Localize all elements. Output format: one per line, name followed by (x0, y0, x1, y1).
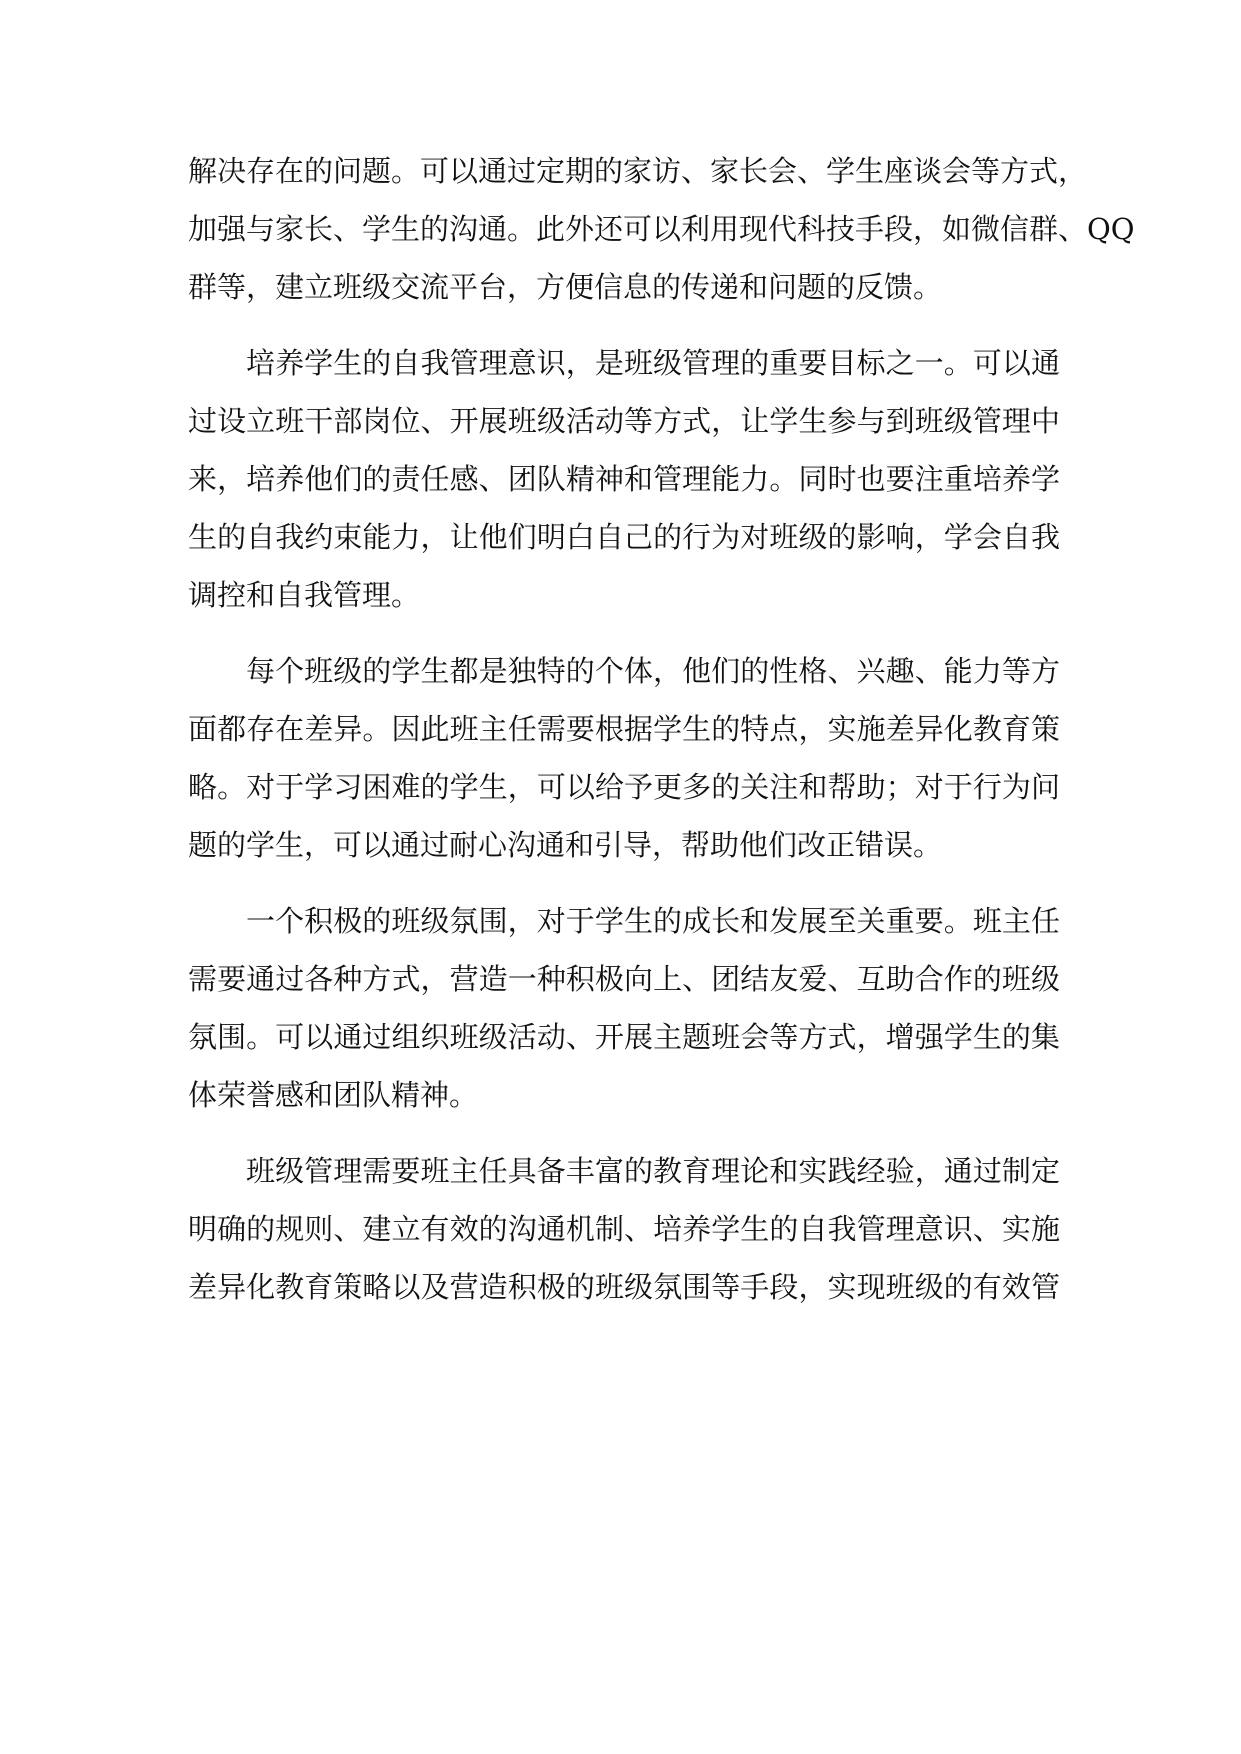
document-body (188, 142, 1135, 1316)
text-line: 需要通过各种方式，营造一种积极向上、团结友爱、互助合作的班级 (188, 962, 1060, 996)
paragraph-2 (188, 334, 1060, 624)
paragraph-gap (188, 1124, 1060, 1142)
paragraph-gap (188, 624, 1060, 642)
text-line: 培养学生的自我管理意识，是班级管理的重要目标之一。可以通 (246, 346, 1060, 380)
text-line: 一个积极的班级氛围，对于学生的成长和发展至关重要。班主任 (246, 904, 1060, 938)
text-line: 班级管理需要班主任具备丰富的教育理论和实践经验，通过制定 (246, 1154, 1060, 1188)
text-line: 加强与家长、学生的沟通。此外还可以利用现代科技手段，如微信群、QQ (188, 212, 1135, 246)
text-line: 来，培养他们的责任感、团队精神和管理能力。同时也要注重培养学 (188, 462, 1060, 496)
paragraph-4 (188, 892, 1060, 1124)
paragraph-gap (188, 316, 1060, 334)
text-line: 调控和自我管理。 (188, 578, 421, 612)
paragraph-3 (188, 642, 1060, 874)
text-line: 面都存在差异。因此班主任需要根据学生的特点，实施差异化教育策 (188, 712, 1060, 746)
text-line: 氛围。可以通过组织班级活动、开展主题班会等方式，增强学生的集 (188, 1020, 1060, 1054)
text-line: 过设立班干部岗位、开展班级活动等方式，让学生参与到班级管理中 (188, 404, 1060, 438)
paragraph-5 (188, 1142, 1060, 1316)
text-line: 体荣誉感和团队精神。 (188, 1078, 479, 1112)
text-line: 解决存在的问题。可以通过定期的家访、家长会、学生座谈会等方式， (188, 154, 1088, 188)
text-line: 生的自我约束能力，让他们明白自己的行为对班级的影响，学会自我 (188, 520, 1060, 554)
text-line: 群等，建立班级交流平台，方便信息的传递和问题的反馈。 (188, 270, 943, 304)
paragraph-gap (188, 874, 1060, 892)
text-line: 差异化教育策略以及营造积极的班级氛围等手段，实现班级的有效管 (188, 1270, 1060, 1304)
text-line: 略。对于学习困难的学生，可以给予更多的关注和帮助；对于行为问 (188, 770, 1060, 804)
paragraph-1 (188, 142, 1135, 316)
text-line: 明确的规则、建立有效的沟通机制、培养学生的自我管理意识、实施 (188, 1212, 1060, 1246)
text-line: 题的学生，可以通过耐心沟通和引导，帮助他们改正错误。 (188, 828, 943, 862)
text-line: 每个班级的学生都是独特的个体，他们的性格、兴趣、能力等方 (246, 654, 1060, 688)
